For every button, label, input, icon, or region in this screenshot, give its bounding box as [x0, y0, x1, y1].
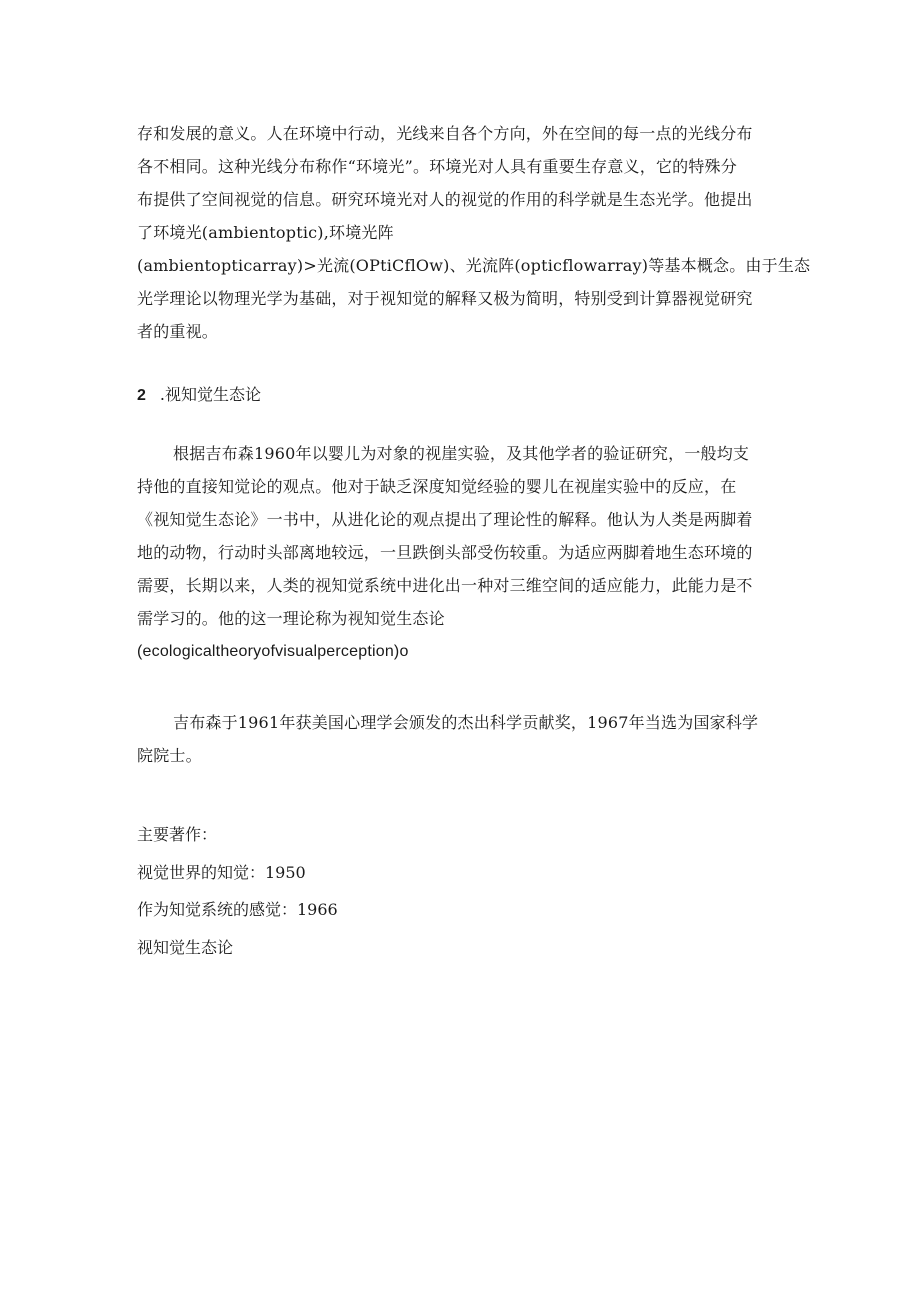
text-line: 存和发展的意义。人在环境中行动，光线来自各个方向，外在空间的每一点的光线分布 [137, 124, 753, 143]
text-line: (ecologicaltheoryofvisualperception)o [137, 643, 409, 660]
section-title: .视知觉生态论 [159, 385, 261, 404]
section-heading [137, 378, 261, 412]
paragraph-ecological-theory [137, 437, 785, 668]
text-line: 需要，长期以来，人类的视知觉系统中进化出一种对三维空间的适应能力，此能力是不 [137, 576, 753, 595]
works-title: 主要著作： [137, 825, 218, 844]
paragraph-awards [137, 706, 785, 772]
text-line: 需学习的。他的这一理论称为视知觉生态论 [137, 609, 445, 628]
text-line: 了环境光(ambientoptic),环境光阵 [137, 223, 394, 242]
section-number: 2 [137, 387, 146, 404]
text-line: 《视知觉生态论》一书中，从进化论的观点提出了理论性的解释。他认为人类是两脚着 [137, 510, 753, 529]
text-line: 根据吉布森1960年以婴儿为对象的视崖实验，及其他学者的验证研究，一般均支 [173, 444, 750, 463]
text-line: 吉布森于1961年获美国心理学会颁发的杰出科学贡献奖，1967年当选为国家科学 [173, 713, 759, 732]
text-line: 地的动物，行动时头部离地较远，一旦跌倒头部受伤较重。为适应两脚着地生态环境的 [137, 543, 753, 562]
works-item: 视觉世界的知觉：1950 [137, 862, 306, 882]
text-line: 布提供了空间视觉的信息。研究环境光对人的视觉的作用的科学就是生态光学。他提出 [137, 190, 753, 209]
paragraph-ambient-optics [137, 117, 811, 348]
works-item: 作为知觉系统的感觉：1966 [137, 900, 338, 919]
text-line: 者的重视。 [137, 322, 219, 341]
text-line: 院院士。 [137, 746, 202, 765]
text-line: 光学理论以物理光学为基础，对于视知觉的解释又极为简明，特别受到计算器视觉研究 [137, 289, 753, 308]
text-line: 各不相同。这种光线分布称作“环境光”。环境光对人具有重要生存意义，它的特殊分 [137, 157, 737, 176]
works-item: 视知觉生态论 [137, 937, 234, 957]
major-works-list [137, 816, 338, 966]
text-line: (ambientopticarray)>光流(OPtiCflOw)、光流阵(opticflowarray)等基本概念。由于生态 [137, 256, 811, 275]
text-line: 持他的直接知觉论的观点。他对于缺乏深度知觉经验的婴儿在视崖实验中的反应，在 [137, 477, 737, 496]
